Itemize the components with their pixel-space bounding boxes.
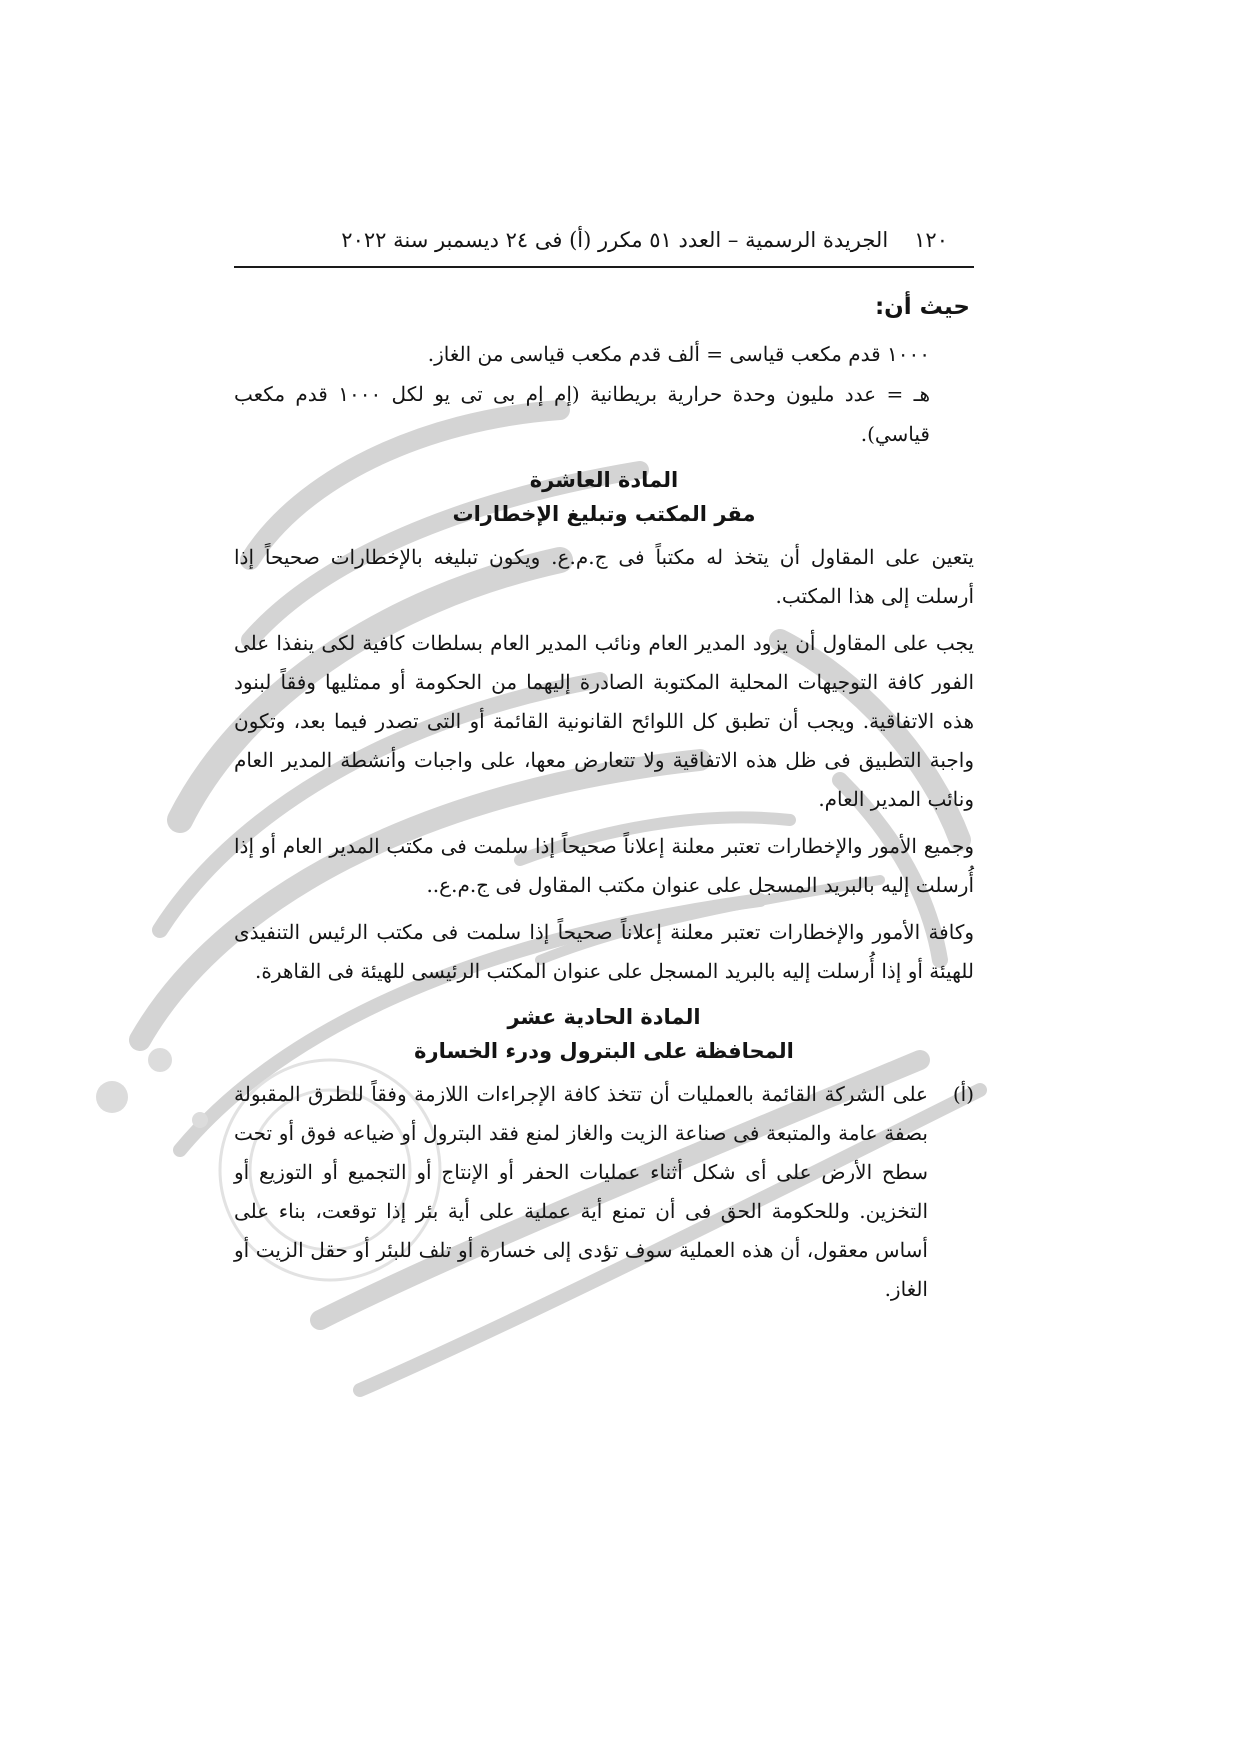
article-11-subtitle: المحافظة على البترول ودرء الخسارة: [414, 1039, 794, 1063]
article-10-paragraph: يتعين على المقاول أن يتخذ له مكتباً فى ج.م.ع. ويكون تبليغه بالإخطارات صحيحاً إذا أرسلت إلى هذا المكتب.: [234, 545, 974, 608]
item-text: على الشركة القائمة بالعمليات أن تتخذ كافة الإجراءات اللازمة وفقاً للطرق المقبولة بصفة عامة والمتبعة فى صناعة الزيت والغاز لمنع فقد البترول أو ضياعه فوق أو تحت سطح الأرض على أى شكل أثناء عمليات الحفر أو الإنتاج أو التجميع أو التوزيع أو التخزين. وللحكومة الحق فى أن تمنع أية عملية على أية بئر إذا توقعت، بناء على أساس معقول، أن هذه العملية سوف تؤدى إلى خسارة أو تلف للبئر أو حقل الزيت أو الغاز.: [234, 1082, 928, 1301]
article-10-paragraph: وجميع الأمور والإخطارات تعتبر معلنة إعلاناً صحيحاً إذا سلمت فى مكتب المدير العام أو إذا أُرسلت إليه بالبريد المسجل على عنوان مكتب المقاول فى ج.م.ع..: [234, 834, 974, 897]
article-11-item: [234, 1075, 974, 1309]
gazette-title: الجريدة الرسمية – العدد ٥١ مكرر (أ) فى ٢٤ ديسمبر سنة ٢٠٢٢: [341, 228, 889, 252]
document-body: [234, 228, 974, 1309]
definitions-heading: حيث أن:: [874, 294, 970, 320]
article-11-title: المادة الحادية عشر: [507, 1005, 701, 1029]
definition-line-1: ١٠٠٠ قدم مكعب قياسى = ألف قدم مكعب قياسى من الغاز.: [427, 342, 930, 366]
article-10-paragraph: يجب على المقاول أن يزود المدير العام ونائب المدير العام بسلطات كافية لكى ينفذا على الفور كافة التوجيهات المحلية المكتوبة الصادرة إليهما من الحكومة أو ممثليها وفقاً لبنود هذه الاتفاقية. ويجب أن تطبق كل اللوائح القانونية القائمة أو التى تصدر فيما بعد، وتكون واجبة التطبيق فى ظل هذه الاتفاقية ولا تتعارض معها، على واجبات وأنشطة المدير العام ونائب المدير العام.: [234, 631, 974, 811]
article-10-title: المادة العاشرة: [529, 468, 679, 492]
page-number: ١٢٠: [914, 228, 948, 252]
definition-line-2: هـ = عدد مليون وحدة حرارية بريطانية (إم إم بى تى يو لكل ١٠٠٠ قدم مكعب قياسي).: [234, 382, 930, 446]
item-marker: (أ): [952, 1082, 974, 1106]
article-10-paragraph: وكافة الأمور والإخطارات تعتبر معلنة إعلاناً صحيحاً إذا سلمت فى مكتب الرئيس التنفيذى للهيئة أو إذا أُرسلت إليه بالبريد المسجل على عنوان المكتب الرئيسى للهيئة فى القاهرة.: [234, 920, 974, 983]
article-10-subtitle: مقر المكتب وتبليغ الإخطارات: [452, 502, 756, 526]
gazette-header: [234, 228, 974, 268]
